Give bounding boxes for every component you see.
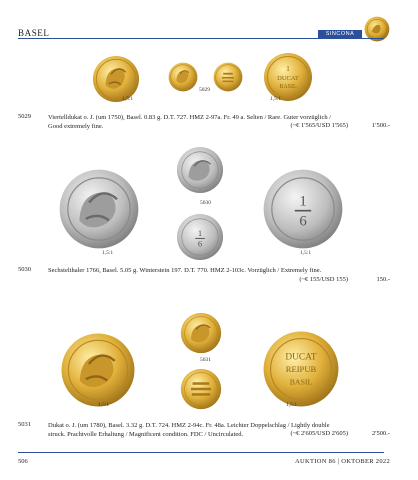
svg-text:BASIL: BASIL xyxy=(289,377,313,387)
svg-text:1: 1 xyxy=(286,65,290,73)
svg-text:1: 1 xyxy=(197,228,203,239)
lot-5029-number: 5029 xyxy=(18,113,31,120)
svg-text:6: 6 xyxy=(197,238,203,249)
lot-5030-description xyxy=(48,266,348,275)
lot-5030-price: 150.- xyxy=(376,276,390,283)
lot-5031-estimate: (~€ 2'605/USD 2'605) xyxy=(290,430,348,437)
lot-5031-desc-line1: Dukat o. J. (um 1780), Basel. 3.32 g. D.T. 724. HMZ 2-94c. Fr. 48a. Leichter Doppelschlag / Lightly double xyxy=(48,422,330,429)
lot-5030-scale-left: 1,5:1 xyxy=(102,250,114,256)
svg-text:6: 6 xyxy=(299,213,307,230)
lot-5029-obverse-image xyxy=(168,62,198,92)
lot-5030-reverse-large-image xyxy=(262,168,344,250)
lot-5030-estimate: (~€ 155/USD 155) xyxy=(299,276,348,283)
lot-5029-price: 1'500.- xyxy=(372,122,390,129)
lot-5031-reverse-large-image xyxy=(262,330,340,408)
lot-5030-obverse-large-image xyxy=(58,168,140,250)
svg-text:BASIL: BASIL xyxy=(279,84,297,90)
lot-5031-scale-right: 1,5:1 xyxy=(286,402,298,408)
svg-text:DUCAT: DUCAT xyxy=(277,75,299,82)
lot-5029-scale-right: 1,5:1 xyxy=(270,96,282,102)
lot-5029-center-number: 5029 xyxy=(199,87,210,93)
page-number: 506 xyxy=(18,458,28,465)
lot-5029-desc-line1: Viertelldukat o. J. (um 1750), Basel. 0.83 g. D.T. 727. HMZ 2-97a. Fr. 49 a. Selten / Rare. Guter vorzüglich / xyxy=(48,114,332,121)
svg-text:DUCAT: DUCAT xyxy=(285,352,317,363)
auction-info: AUKTION 86 | OKTOBER 2022 xyxy=(295,458,390,465)
lot-5029-scale-left: 1,5:1 xyxy=(122,96,134,102)
lot-5029-reverse-image xyxy=(213,62,243,92)
lot-5030-obverse-image xyxy=(176,146,224,194)
header-rule xyxy=(18,38,384,39)
lot-5031-reverse-image xyxy=(180,368,222,410)
lot-5031-scale-left: 1,5:1 xyxy=(98,402,110,408)
footer-rule xyxy=(18,452,384,453)
lot-5030-scale-right: 1,5:1 xyxy=(300,250,312,256)
lot-5031-obverse-image xyxy=(180,312,222,354)
svg-text:1: 1 xyxy=(299,193,307,210)
lot-5030-reverse-image xyxy=(176,213,224,261)
lot-5030-center-number: 5030 xyxy=(200,200,211,206)
lot-5031-number: 5031 xyxy=(18,421,31,428)
lot-5029-desc-line2: Good extremely fine. xyxy=(48,123,104,130)
brand-name: SINCONA xyxy=(325,31,355,37)
page-section-title: BASEL xyxy=(18,28,50,38)
lot-5030-number: 5030 xyxy=(18,266,31,273)
lot-5029-reverse-large-image xyxy=(263,52,313,102)
lot-5031-center-number: 5031 xyxy=(200,357,211,363)
lot-5029-estimate: (~€ 1'565/USD 1'565) xyxy=(290,122,348,129)
lot-5031-price: 2'500.- xyxy=(372,430,390,437)
lot-5031-desc-line2: struck. Prachtvolle Erhaltung / Magnificent condition. FDC / Uncirculated. xyxy=(48,431,244,438)
lot-5031-obverse-large-image xyxy=(60,332,136,408)
lot-5030-desc-line1: Sechstelthaler 1766, Basel. 5.05 g. Winterstein 197. D.T. 770. HMZ 2-103c. Vorzüglich / Extremely fine. xyxy=(48,267,322,274)
svg-text:REIPUB: REIPUB xyxy=(285,364,317,375)
